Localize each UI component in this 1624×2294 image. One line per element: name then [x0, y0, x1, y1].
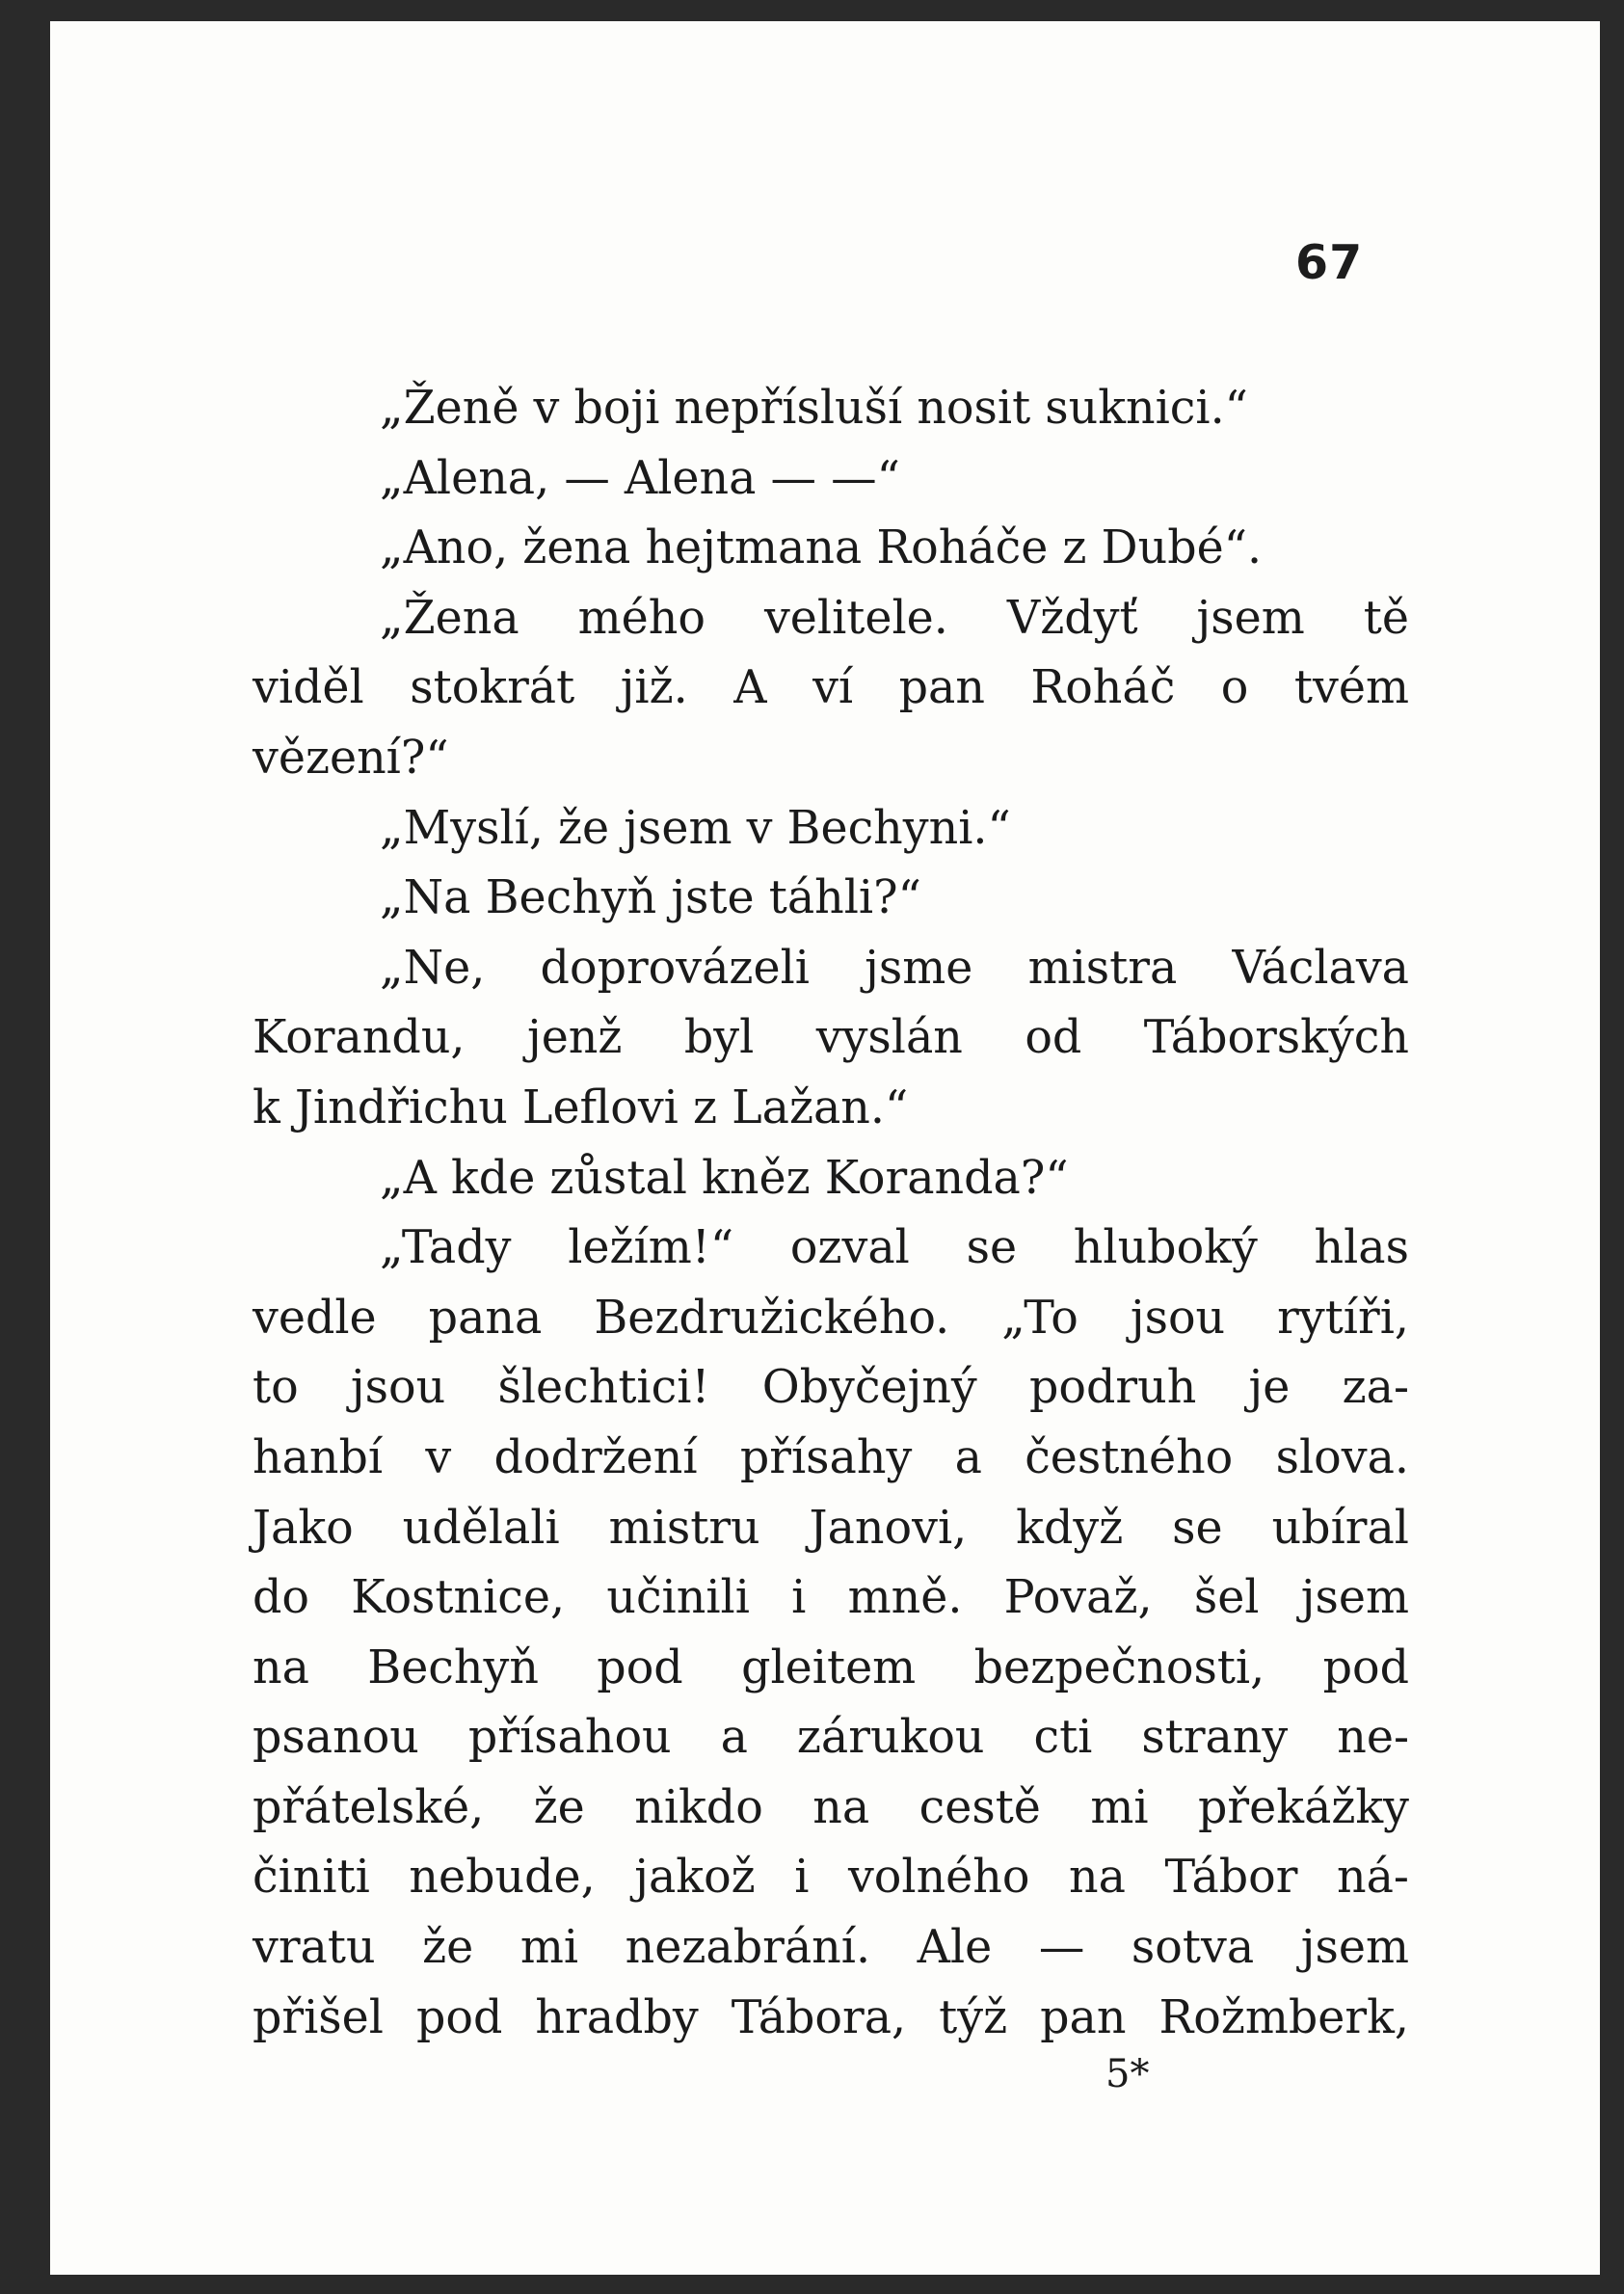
text-line: přátelské, že nikdo na cestě mi překážky — [253, 1780, 1409, 1834]
text-line: „Tady ležím!“ ozval se hluboký hlas — [380, 1221, 1409, 1275]
text-line: k Jindřichu Leflovi z Lažan.“ — [253, 1080, 909, 1134]
text-line: viděl stokrát již. A ví pan Roháč o tvém — [253, 661, 1409, 715]
text-line: přišel pod hradby Tábora, týž pan Rožmberk, — [253, 1990, 1409, 2044]
text-line: na Bechyň pod gleitem bezpečnosti, pod — [253, 1640, 1409, 1694]
text-line: vedle pana Bezdružického. „To jsou rytíři, — [253, 1291, 1409, 1345]
text-line: to jsou šlechtici! Obyčejný podruh je za- — [253, 1361, 1409, 1415]
signature-mark: 5* — [1105, 2052, 1150, 2096]
text-line: „Ne, doprovázeli jsme mistra Václava — [380, 941, 1409, 995]
text-line: vězení?“ — [253, 731, 449, 785]
text-line: „A kde zůstal kněz Koranda?“ — [380, 1151, 1069, 1205]
text-line: „Žena mého velitele. Vždyť jsem tě — [380, 591, 1409, 645]
text-line: činiti nebude, jakož i volného na Tábor ná- — [253, 1851, 1409, 1905]
text-line: psanou přísahou a zárukou cti strany ne- — [253, 1711, 1409, 1765]
text-line: „Na Bechyň jste táhli?“ — [380, 871, 921, 925]
text-line: Korandu, jenž byl vyslán od Táborských — [253, 1011, 1409, 1065]
text-line: „Ženě v boji nepřísluší nosit suknici.“ — [380, 382, 1248, 435]
text-line: „Ano, žena hejtmana Roháče z Dubé“. — [380, 521, 1263, 575]
text-line: vratu že mi nezabrání. Ale — sotva jsem — [253, 1921, 1409, 1975]
body-text — [253, 374, 1409, 2053]
text-line: „Myslí, že jsem v Bechyni.“ — [380, 801, 1011, 855]
text-line: Jako udělali mistru Janovi, když se ubíral — [253, 1501, 1409, 1555]
text-line: „Alena, — Alena — —“ — [380, 451, 900, 505]
book-page — [50, 21, 1600, 2275]
page-number: 67 — [1295, 235, 1364, 290]
text-line: do Kostnice, učinili i mně. Považ, šel jsem — [253, 1571, 1409, 1625]
text-line: hanbí v dodržení přísahy a čestného slova. — [253, 1430, 1409, 1484]
